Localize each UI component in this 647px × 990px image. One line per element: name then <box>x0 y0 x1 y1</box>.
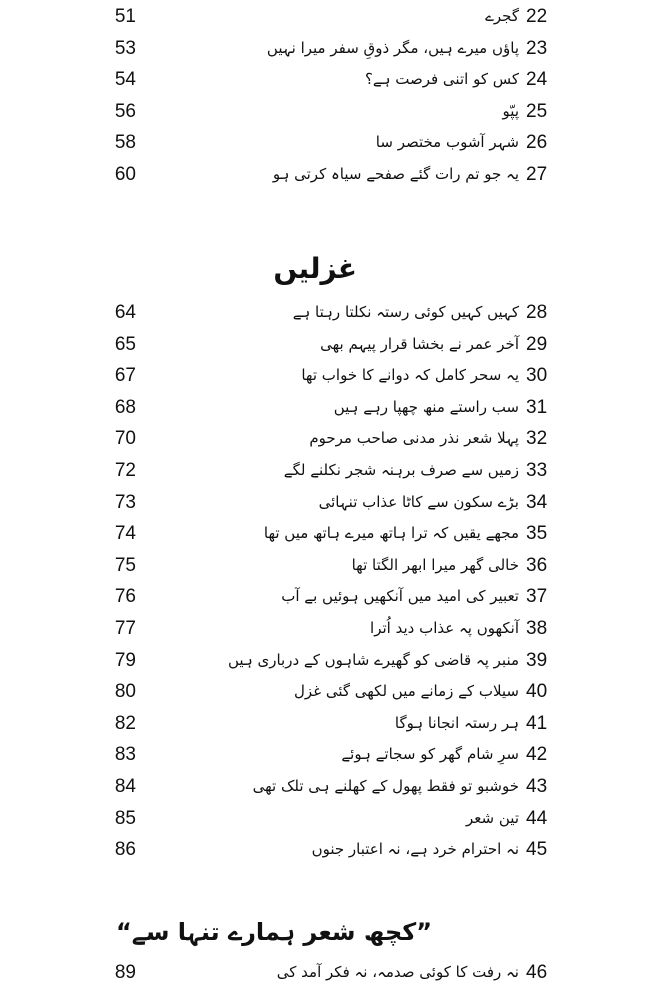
entry-number: 33 <box>526 460 548 481</box>
page-number: 70 <box>114 428 136 450</box>
page-number: 86 <box>114 839 136 861</box>
page-number: 75 <box>114 554 136 576</box>
entry-number: 23 <box>526 37 548 59</box>
entry-title: کس کو اتنی فرصت ہے؟ <box>364 70 519 88</box>
toc-entry <box>0 644 647 678</box>
entry-title: شہر آشوب مختصر سا <box>375 133 519 151</box>
page-number: 64 <box>114 302 136 323</box>
entry-number: 45 <box>526 839 548 861</box>
page-number: 73 <box>114 491 136 513</box>
toc-entry <box>0 707 647 741</box>
entry-number: 43 <box>526 776 548 797</box>
toc-entry <box>0 63 647 97</box>
page-number: 72 <box>114 460 136 481</box>
toc-entry <box>0 675 647 709</box>
entry-title: یہ جو تم رات گئے صفحے سیاہ کرتی ہو <box>272 164 519 183</box>
entry-title: پاؤں میرے ہیں، مگر ذوقِ سفر میرا نہیں <box>266 38 519 57</box>
page-number: 76 <box>114 586 136 608</box>
entry-title: یہ سحر کامل کہ دوانے کا خواب تھا <box>301 366 519 385</box>
entry-title: تعبیر کی امید میں آنکھیں ہوئیں بے آب <box>281 587 519 606</box>
entry-number: 37 <box>526 586 548 608</box>
entry-title: گجرے <box>485 7 519 25</box>
page-number: 77 <box>114 618 136 639</box>
entry-number: 38 <box>526 618 548 639</box>
page-number: 65 <box>114 333 136 355</box>
toc-entry <box>0 580 647 614</box>
entry-number: 22 <box>526 6 548 27</box>
page-number: 53 <box>114 37 136 59</box>
entry-number: 26 <box>526 132 548 153</box>
entry-title: آخر عمر نے بخشا قرار پیہم بھی <box>320 334 519 353</box>
entry-title: پپّو <box>502 101 519 120</box>
page-number: 67 <box>114 365 136 387</box>
entry-number: 24 <box>526 69 548 90</box>
toc-entry <box>0 328 647 362</box>
page-number: 79 <box>114 649 136 671</box>
page-number: 83 <box>114 744 136 766</box>
page-number: 74 <box>114 523 136 545</box>
toc-entry <box>0 0 647 34</box>
entry-number: 31 <box>526 396 548 418</box>
entry-number: 34 <box>526 491 548 513</box>
toc-entry <box>0 359 647 393</box>
page-number: 89 <box>114 962 136 983</box>
entry-title: ہر رستہ انجانا ہوگا <box>394 713 519 732</box>
entry-title: زمیں سے صرف برہنہ شجر نکلنے لگے <box>283 461 519 479</box>
entry-number: 29 <box>526 333 548 355</box>
entry-title: سیلاب کے زمانے میں لکھی گئی غزل <box>294 682 519 701</box>
toc-entry <box>0 770 647 804</box>
toc-entry <box>0 158 647 192</box>
entry-title: آنکھوں پہ عذاب دید اُترا <box>370 619 519 637</box>
page-number: 85 <box>114 807 136 829</box>
entry-number: 27 <box>526 163 548 185</box>
toc-entry <box>0 95 647 129</box>
entry-title: مجھے یقیں کہ ترا ہاتھ میرے ہاتھ میں تھا <box>263 524 519 543</box>
entry-number: 46 <box>526 962 548 983</box>
page-number: 54 <box>114 69 136 90</box>
toc-entry <box>0 422 647 456</box>
toc-entry <box>0 126 647 160</box>
page-number: 68 <box>114 396 136 418</box>
entry-title: پہلا شعر نذر مدنی صاحب مرحوم <box>309 429 519 448</box>
entry-title: بڑے سکون سے کاٹا عذاب تنہائی <box>318 492 519 511</box>
entry-title: کہیں کہیں کوئی رستہ نکلتا رہتا ہے <box>292 303 519 321</box>
toc-entry <box>0 612 647 646</box>
page-number: 58 <box>114 132 136 153</box>
entry-title: خوشبو تو فقط پھول کے کھلنے ہی تلک تھی <box>252 777 519 795</box>
toc-entry <box>0 802 647 836</box>
toc-entry <box>0 486 647 520</box>
entry-title: سب راستے منھ چھپا رہے ہیں <box>333 397 519 416</box>
entry-title: سرِ شام گھر کو سجاتے ہوئے <box>341 745 519 764</box>
page-number: 60 <box>114 163 136 185</box>
entry-number: 30 <box>526 365 548 387</box>
entry-number: 42 <box>526 744 548 766</box>
entry-number: 35 <box>526 523 548 545</box>
entry-number: 39 <box>526 649 548 671</box>
toc-entry <box>0 738 647 772</box>
entry-number: 28 <box>526 302 548 323</box>
entry-title: خالی گھر میرا ابھر الگتا تھا <box>351 555 519 574</box>
toc-entry <box>0 833 647 867</box>
section-heading-ghazals: غزلیں <box>273 252 357 285</box>
page-number: 84 <box>114 776 136 797</box>
toc-entry <box>0 956 647 990</box>
entry-number: 40 <box>526 681 548 703</box>
entry-title: تین شعر <box>466 808 519 827</box>
toc-entry <box>0 549 647 583</box>
toc-entry <box>0 517 647 551</box>
entry-number: 44 <box>526 807 548 829</box>
page-number: 51 <box>114 6 136 27</box>
entry-number: 25 <box>526 100 548 122</box>
entry-title: منبر پہ قاضی کو گھیرے شاہوں کے درباری ہیں <box>228 650 519 669</box>
toc-entry <box>0 32 647 66</box>
toc-entry <box>0 296 647 330</box>
toc-entry <box>0 391 647 425</box>
entry-number: 32 <box>526 428 548 450</box>
section-heading-poems: ”کچھ شعر ہمارے تنہا سے“ <box>115 918 432 946</box>
page-number: 82 <box>114 712 136 734</box>
entry-number: 36 <box>526 554 548 576</box>
entry-title: نہ رفت کا کوئی صدمہ، نہ فکر آمد کی <box>276 963 519 981</box>
page-number: 80 <box>114 681 136 703</box>
entry-title: نہ احترام خرد ہے، نہ اعتبار جنوں <box>311 840 519 859</box>
page-number: 56 <box>114 100 136 122</box>
entry-number: 41 <box>526 712 548 734</box>
toc-entry <box>0 454 647 488</box>
